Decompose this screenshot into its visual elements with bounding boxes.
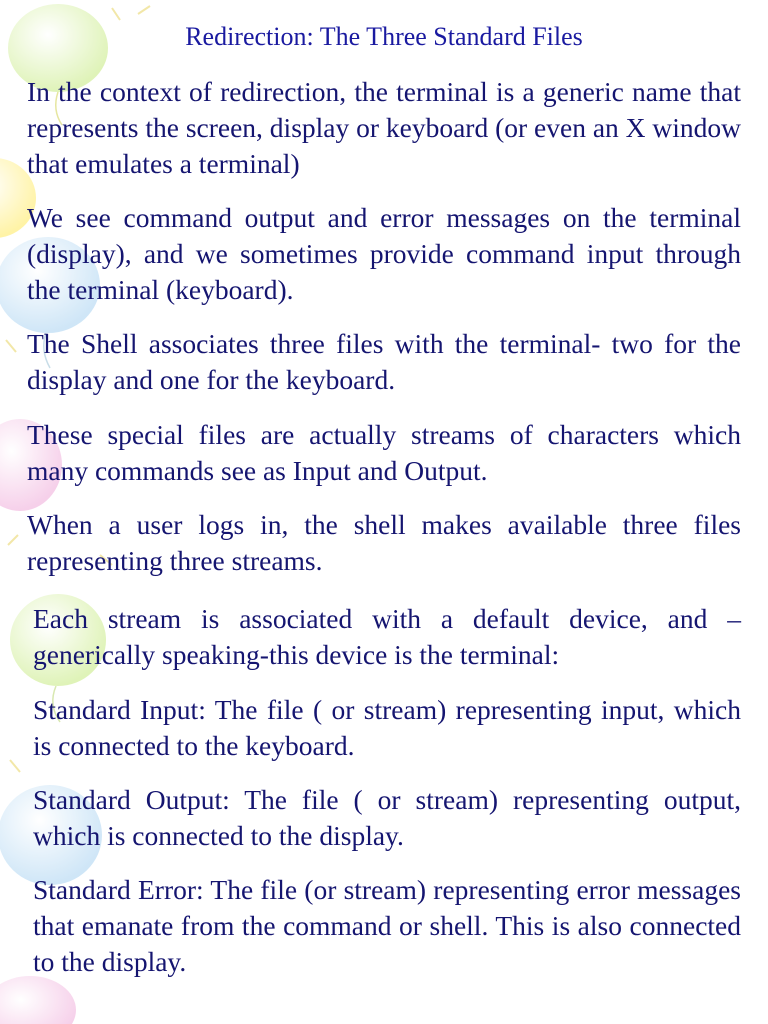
paragraph-shell-associates: The Shell associates three files with the terminal- two for the display and one for the keyboard. — [27, 328, 741, 395]
paragraph-terminal-definition: In the context of redirection, the terminal is a generic name that represents the screen, display or keyboard (or even an X window that emulates a terminal) — [27, 76, 741, 179]
paragraph-default-device: Each stream is associated with a default device, and – generically speaking-this device is the terminal: — [33, 603, 741, 670]
paragraph-standard-output: Standard Output: The file ( or stream) representing output, which is connected to the display. — [33, 784, 741, 851]
paragraph-user-logs-in: When a user logs in, the shell makes available three files representing three streams. — [27, 509, 741, 576]
slide-title: Redirection: The Three Standard Files — [185, 22, 583, 51]
paragraph-command-io: We see command output and error messages on the terminal (display), and we sometimes provide command input through the terminal (keyboard). — [27, 202, 741, 305]
paragraph-standard-input: Standard Input: The file ( or stream) representing input, which is connected to the keyboard. — [33, 694, 741, 761]
paragraph-standard-error: Standard Error: The file (or stream) representing error messages that emanate from the command or shell. This is also connected to the display. — [33, 874, 741, 977]
paragraph-special-files: These special files are actually streams of characters which many commands see as Input and Output. — [27, 419, 741, 486]
